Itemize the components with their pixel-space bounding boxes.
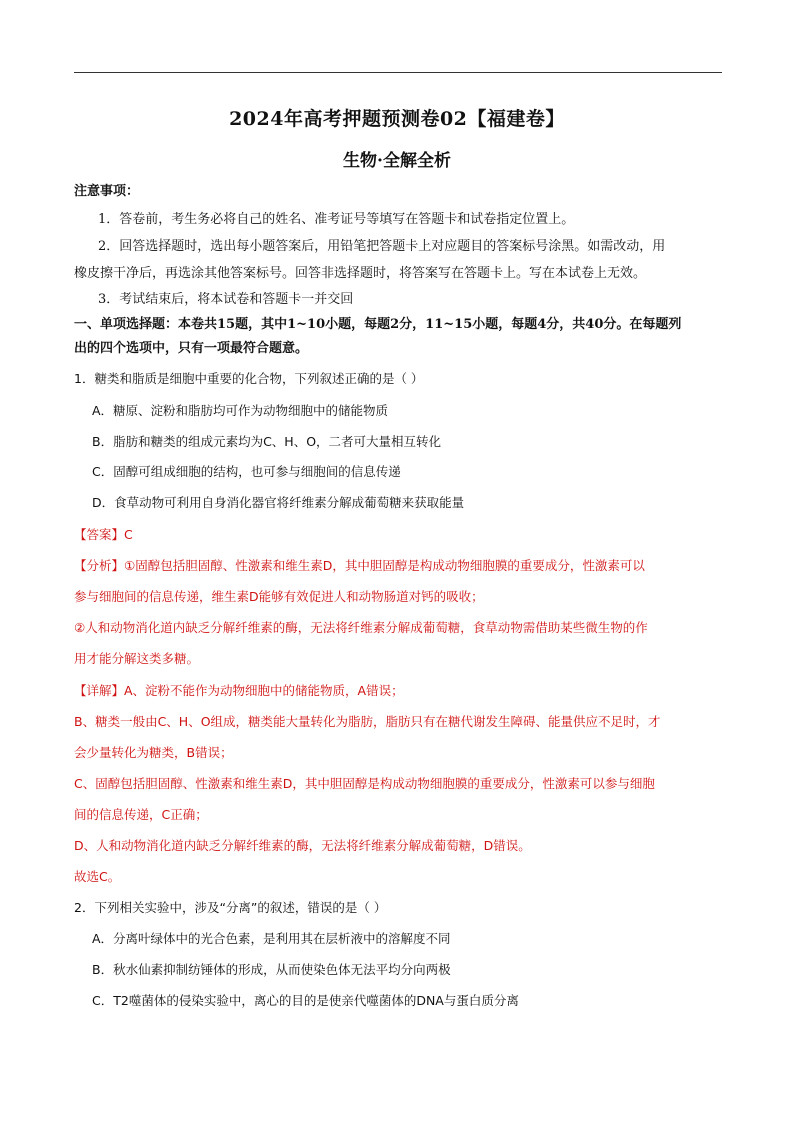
question-2-option-a: A．分离叶绿体中的光合色素，是利用其在层析液中的溶解度不同 [92,931,451,946]
notice-item-3: 3．考试结束后，将本试卷和答题卡一并交回 [98,292,354,307]
question-2-option-c: C．T2噬菌体的侵染实验中，离心的目的是使亲代噬菌体的DNA与蛋白质分离 [92,993,519,1008]
question-1-detail-line-1: 【详解】A、淀粉不能作为动物细胞中的储能物质，A错误； [74,683,404,698]
question-1-analysis-line-2: 参与细胞间的信息传递，维生素D能够有效促进人和动物肠道对钙的吸收； [74,589,484,604]
question-1-detail-line-4: C、固醇包括胆固醇、性激素和维生素D，其中胆固醇是构成动物细胞膜的重要成分，性激素可以参与细胞 [74,776,655,791]
question-1-analysis-line-1: 【分析】①固醇包括胆固醇、性激素和维生素D，其中胆固醇是构成动物细胞膜的重要成分，性激素可以 [74,558,645,573]
question-1-option-d: D．食草动物可利用自身消化器官将纤维素分解成葡萄糖来获取能量 [92,495,465,510]
question-1-detail-line-6: D、人和动物消化道内缺乏分解纤维素的酶，无法将纤维素分解成葡萄糖，D错误。 [74,838,531,853]
section-heading-line-1: 一、单项选择题：本卷共15题，其中1~10小题，每题2分，11~15小题，每题4分，共40分。在每题列 [74,317,682,332]
notice-item-1: 1．答卷前，考生务必将自己的姓名、准考证号等填写在答题卡和试卷指定位置上。 [98,212,575,227]
page-subtitle: 生物·全解全析 [343,151,451,171]
question-1-answer: 【答案】C [74,527,133,542]
question-1-conclusion: 故选C。 [74,869,121,884]
notice-item-2-line-1: 2．回答选择题时，选出每小题答案后，用铅笔把答题卡上对应题目的答案标号涂黑。如需改动，用 [98,239,666,254]
question-1-detail-line-2: B、糖类一般由C、H、O组成，糖类能大量转化为脂肪，脂肪只有在糖代谢发生障碍、能量供应不足时，才 [74,714,661,729]
header-rule [74,72,722,73]
page-title: 2024年高考押题预测卷02【福建卷】 [229,108,565,130]
question-1-option-b: B．脂肪和糖类的组成元素均为C、H、O，二者可大量相互转化 [92,434,442,449]
notice-heading: 注意事项： [74,184,140,199]
notice-item-2-line-2: 橡皮擦干净后，再选涂其他答案标号。回答非选择题时，将答案写在答题卡上。写在本试卷上无效。 [74,266,647,281]
question-1-option-a: A．糖原、淀粉和脂肪均可作为动物细胞中的储能物质 [92,403,389,418]
question-1-stem: 1．糖类和脂质是细胞中重要的化合物，下列叙述正确的是（ ） [74,371,424,386]
question-1-detail-line-3: 会少量转化为糖类，B错误； [74,745,233,760]
question-1-detail-line-5: 间的信息传递，C正确； [74,807,208,822]
section-heading-line-2: 出的四个选项中，只有一项最符合题意。 [74,341,309,356]
question-1-analysis-line-3: ②人和动物消化道内缺乏分解纤维素的酶，无法将纤维素分解成葡萄糖，食草动物需借助某些微生物的作 [74,620,648,635]
question-2-option-b: B．秋水仙素抑制纺锤体的形成，从而使染色体无法平均分向两极 [92,962,451,977]
question-2-stem: 2．下列相关实验中，涉及“分离”的叙述，错误的是（ ） [74,900,387,915]
question-1-option-c: C．固醇可组成细胞的结构，也可参与细胞间的信息传递 [92,464,401,479]
question-1-analysis-line-4: 用才能分解这类多糖。 [74,651,200,666]
